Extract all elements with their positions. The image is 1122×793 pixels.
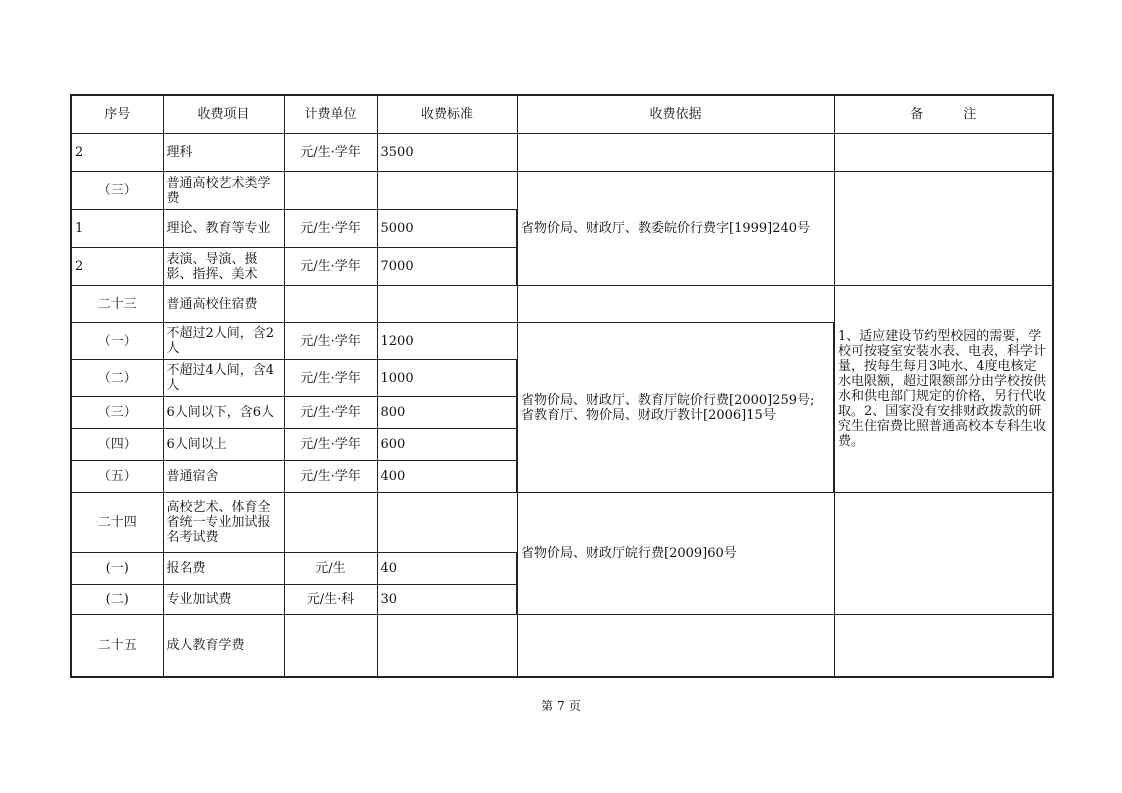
- cell-basis: [517, 134, 834, 172]
- table-row: [71, 286, 1053, 323]
- cell-standard: [377, 286, 517, 323]
- cell-remark: [834, 172, 1053, 286]
- cell-remark: [834, 493, 1053, 615]
- header-remark-a: 备: [910, 107, 924, 122]
- cell-standard: 600: [377, 429, 517, 461]
- cell-seq: （三）: [71, 172, 163, 210]
- fee-table: [70, 94, 1054, 678]
- basis-dorm-line-1: 省物价局、财政厅、教育厅皖价行费[2000]259号;: [521, 392, 815, 408]
- header-standard: 收费标准: [377, 95, 517, 134]
- cell-seq: （一）: [71, 323, 163, 360]
- cell-item: 普通宿舍: [163, 461, 284, 493]
- cell-standard: 800: [377, 397, 517, 429]
- cell-seq: 2: [71, 134, 163, 172]
- cell-item: 普通高校艺术类学费: [163, 172, 284, 210]
- cell-basis: [517, 615, 834, 677]
- cell-basis-art: 省物价局、财政厅、教委皖价行费字[1999]240号: [517, 172, 834, 286]
- cell-remark: [834, 134, 1053, 172]
- cell-basis: [517, 286, 834, 323]
- cell-seq: （四）: [71, 429, 163, 461]
- cell-item: 专业加试费: [163, 585, 284, 615]
- cell-item: 6人间以上: [163, 429, 284, 461]
- cell-remark: [834, 615, 1053, 677]
- cell-unit: [284, 493, 377, 553]
- cell-item: 报名费: [163, 553, 284, 585]
- cell-seq: （二）: [71, 360, 163, 397]
- cell-unit: 元/生·学年: [284, 210, 377, 248]
- cell-seq: （五）: [71, 461, 163, 493]
- cell-seq: (一): [71, 553, 163, 585]
- cell-unit: [284, 286, 377, 323]
- cell-standard: 40: [377, 553, 517, 585]
- header-row: [71, 95, 1053, 134]
- cell-seq: 1: [71, 210, 163, 248]
- cell-seq: 二十五: [71, 615, 163, 677]
- header-seq: 序号: [71, 95, 163, 134]
- table-row: [71, 615, 1053, 677]
- cell-item: 普通高校住宿费: [163, 286, 284, 323]
- cell-item: 理科: [163, 134, 284, 172]
- cell-unit: 元/生·学年: [284, 134, 377, 172]
- cell-item: 表演、导演、摄影、指挥、美术: [163, 248, 284, 286]
- basis-dorm-line-2: 省教育厅、物价局、财政厅教计[2006]15号: [521, 407, 776, 423]
- cell-item: 成人教育学费: [163, 615, 284, 677]
- page-suffix: 页: [568, 699, 581, 713]
- header-basis: 收费依据: [517, 95, 834, 134]
- cell-item: 不超过2人间，含2人: [163, 323, 284, 360]
- cell-standard: 1000: [377, 360, 517, 397]
- cell-seq: 二十三: [71, 286, 163, 323]
- page-prefix: 第: [541, 699, 554, 713]
- cell-unit: 元/生·学年: [284, 461, 377, 493]
- cell-unit: [284, 615, 377, 677]
- header-remark: [834, 95, 1053, 134]
- cell-unit: 元/生: [284, 553, 377, 585]
- cell-standard: [377, 615, 517, 677]
- cell-unit: 元/生·学年: [284, 248, 377, 286]
- cell-unit: 元/生·学年: [284, 397, 377, 429]
- cell-unit: 元/生·学年: [284, 323, 377, 360]
- cell-remark-dorm: 1、适应建设节约型校园的需要，学校可按寝室安装水表、电表，科学计量，按每生每月3吨水、4度电核定水电限额，超过限额部分由学校按供水和供电部门规定的价格，另行代收取。2、国家没有安排财政拨款的研究生住宿费比照普通高校本专科生收费。: [834, 286, 1053, 493]
- header-remark-b: 注: [963, 107, 977, 122]
- table-row: [71, 493, 1053, 553]
- cell-seq: 2: [71, 248, 163, 286]
- page-num: 7: [557, 699, 565, 713]
- cell-standard: 3500: [377, 134, 517, 172]
- cell-unit: 元/生·科: [284, 585, 377, 615]
- cell-unit: [284, 172, 377, 210]
- cell-standard: 30: [377, 585, 517, 615]
- cell-standard: [377, 172, 517, 210]
- cell-standard: [377, 493, 517, 553]
- cell-unit: 元/生·学年: [284, 360, 377, 397]
- table-row: [71, 134, 1053, 172]
- cell-seq: （三）: [71, 397, 163, 429]
- cell-item: 高校艺术、体育全省统一专业加试报名考试费: [163, 493, 284, 553]
- cell-standard: 5000: [377, 210, 517, 248]
- cell-unit: 元/生·学年: [284, 429, 377, 461]
- cell-basis-exam: 省物价局、财政厅皖行费[2009]60号: [517, 493, 834, 615]
- cell-standard: 1200: [377, 323, 517, 360]
- table-row: [71, 172, 1053, 210]
- page-number: [0, 697, 1122, 714]
- cell-standard: 400: [377, 461, 517, 493]
- header-unit: 计费单位: [284, 95, 377, 134]
- cell-basis-dorm: [517, 323, 834, 493]
- cell-item: 6人间以下，含6人: [163, 397, 284, 429]
- cell-item: 不超过4人间，含4人: [163, 360, 284, 397]
- cell-seq: (二): [71, 585, 163, 615]
- cell-item: 理论、教育等专业: [163, 210, 284, 248]
- header-item: 收费项目: [163, 95, 284, 134]
- cell-seq: 二十四: [71, 493, 163, 553]
- cell-standard: 7000: [377, 248, 517, 286]
